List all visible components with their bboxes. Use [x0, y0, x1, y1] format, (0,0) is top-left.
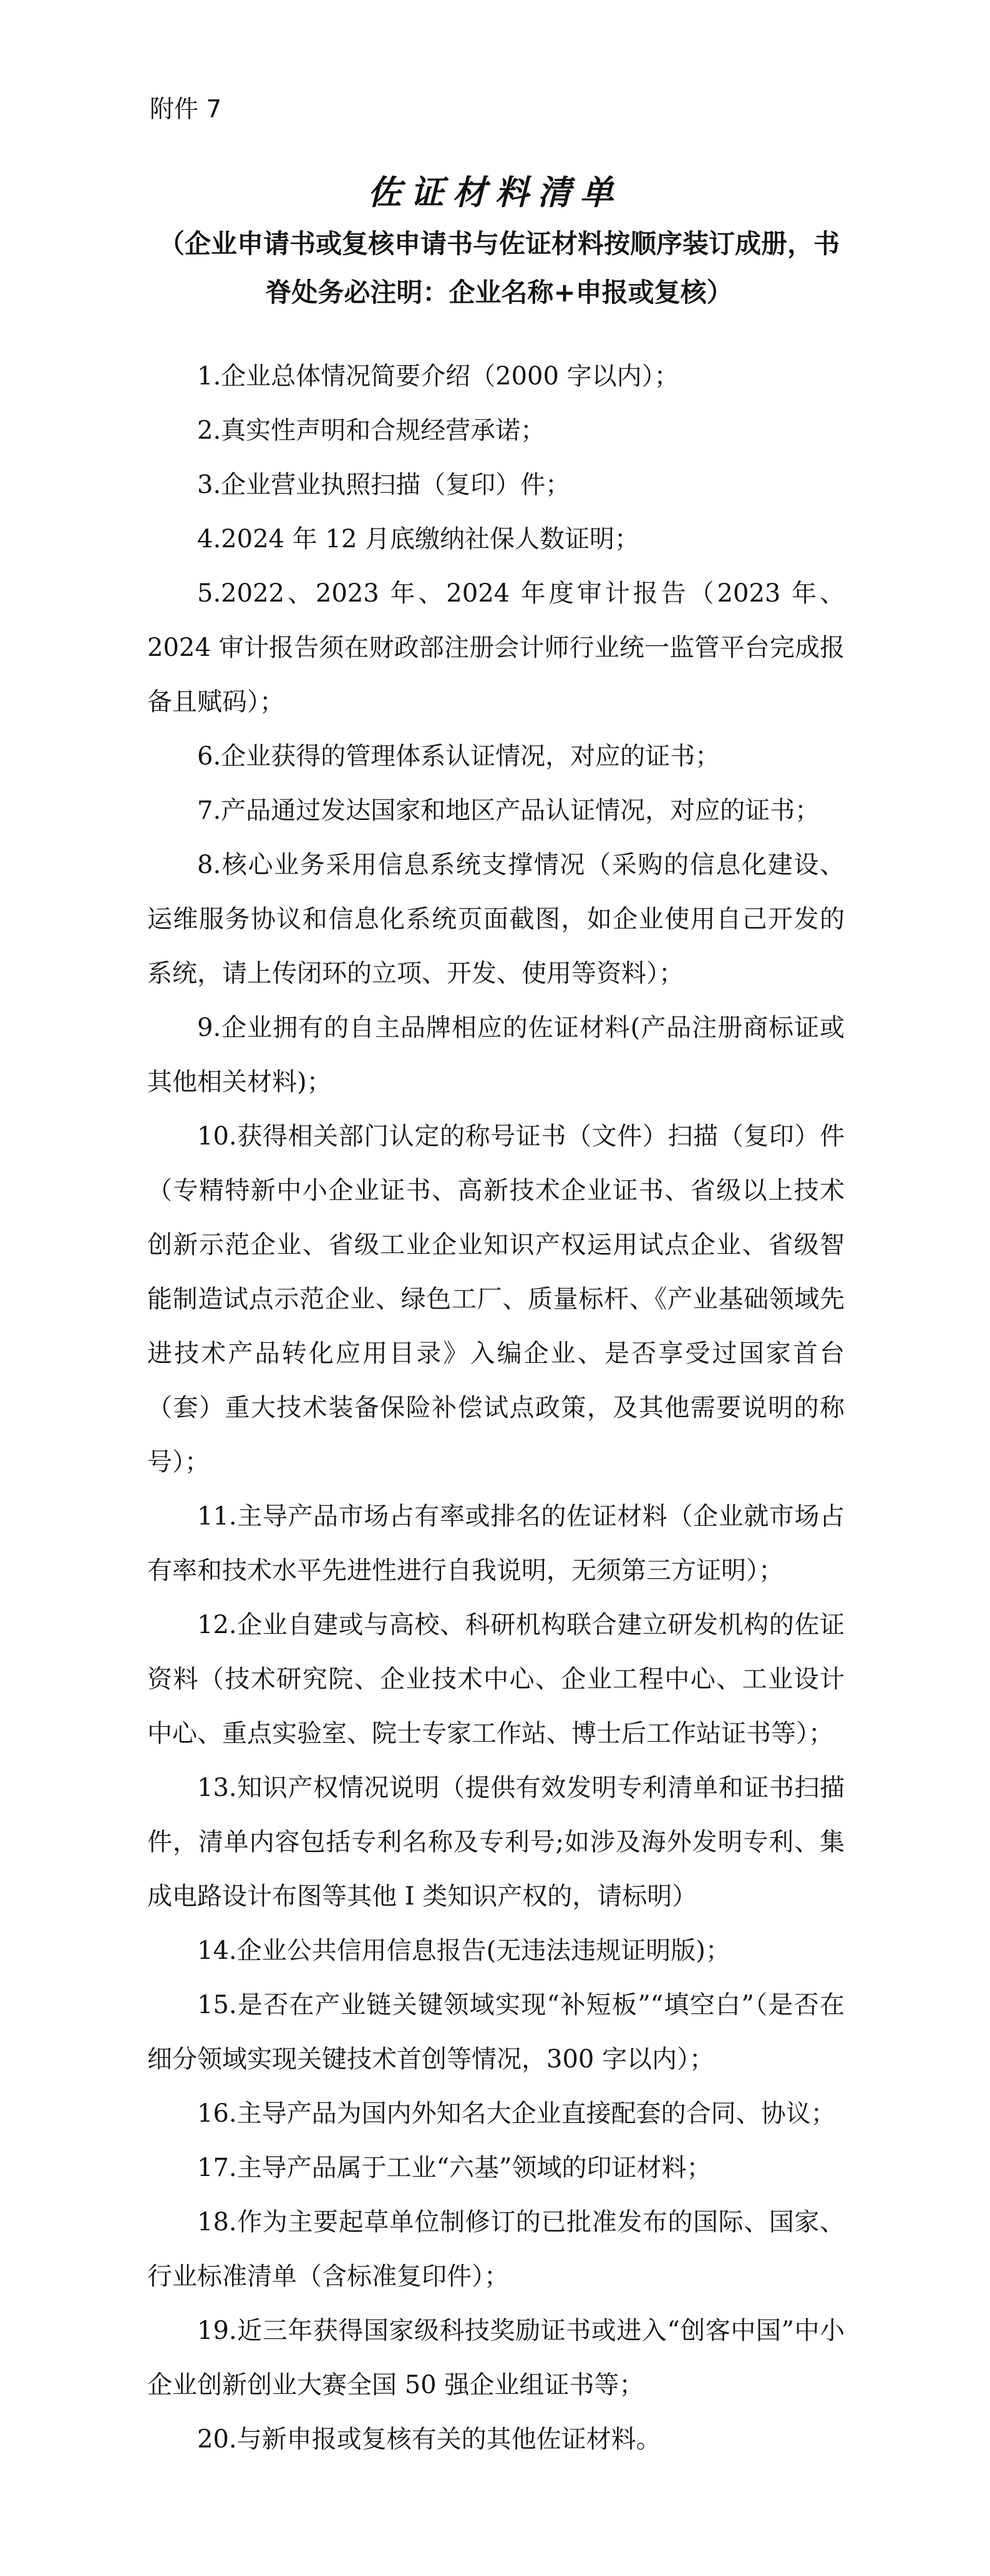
list-item: 15.是否在产业链关键领域实现“补短板”“填空白”（是否在细分领域实现关键技术首创等情况，300 字以内）； — [147, 1991, 845, 2074]
list-item: 8.核心业务采用信息系统支撑情况（采购的信息化建设、运维服务协议和信息化系统页面截图，如企业使用自己开发的系统，请上传闭环的立项、开发、使用等资料）； — [147, 851, 845, 988]
list-item: 16.主导产品为国内外知名大企业直接配套的合同、协议； — [197, 2099, 836, 2128]
page-title: 佐证材料清单 — [367, 172, 623, 212]
list-item: 18.作为主要起草单位制修订的已批准发布的国际、国家、行业标准清单（含标准复印件）； — [147, 2208, 845, 2291]
list-item: 17.主导产品属于工业“六基”领域的印证材料； — [197, 2154, 712, 2182]
list-item: 9.企业拥有的自主品牌相应的佐证材料(产品注册商标证或其他相关材料)； — [147, 1013, 845, 1096]
attachment-label: 附件 7 — [150, 95, 222, 124]
list-item: 13.知识产权情况说明（提供有效发明专利清单和证书扫描件，清单内容包括专利名称及专利号;如涉及海外发明专利、集成电路设计布图等其他 I 类知识产权的，请标明） — [147, 1773, 845, 1911]
list-item: 1.企业总体情况简要介绍（2000 字以内）； — [197, 362, 679, 391]
list-item: 19.近三年获得国家级科技奖励证书或进入“创客中国”中小企业创新创业大赛全国 50 强企业组证书等； — [147, 2316, 845, 2399]
list-item: 7.产品通过发达国家和地区产品认证情况，对应的证书； — [197, 796, 820, 825]
list-item: 2.真实性声明和合规经营承诺； — [197, 416, 546, 445]
materials-list — [147, 349, 845, 2467]
list-item: 5.2022、2023 年、2024 年度审计报告（2023 年、2024 审计报告须在财政部注册会计师行业统一监管平台完成报备且赋码）； — [147, 579, 845, 716]
list-item: 20.与新申报或复核有关的其他佐证材料。 — [197, 2425, 661, 2454]
list-item: 6.企业获得的管理体系认证情况，对应的证书； — [197, 742, 721, 771]
list-item: 14.企业公共信用信息报告(无违法违规证明版)； — [197, 1936, 730, 1965]
list-item: 4.2024 年 12 月底缴纳社保人数证明； — [197, 525, 640, 554]
list-item: 12.企业自建或与高校、科研机构联合建立研发机构的佐证资料（技术研究院、企业技术中心、企业工程中心、工业设计中心、重点实验室、院士专家工作站、博士后工作站证书等）； — [147, 1611, 845, 1748]
list-item: 11.主导产品市场占有率或排名的佐证材料（企业就市场占有率和技术水平先进性进行自我说明，无须第三方证明）； — [147, 1502, 845, 1585]
list-item: 3.企业营业执照扫描（复印）件； — [197, 471, 571, 499]
page-subtitle: （企业申请书或复核申请书与佐证材料按顺序装订成册，书脊处务必注明：企业名称+申报或复核） — [158, 228, 840, 308]
list-item: 10.获得相关部门认定的称号证书（文件）扫描（复印）件（专精特新中小企业证书、高新技术企业证书、省级以上技术创新示范企业、省级工业企业知识产权运用试点企业、省级智能制造试点示范企业、绿色工厂、质量标杆、《产业基础领域先进技术产品转化应用目录》入编企业、是否享受过国家首台（套）重大技术装备保险补偿试点政策，及其他需要说明的称号）； — [147, 1122, 845, 1476]
